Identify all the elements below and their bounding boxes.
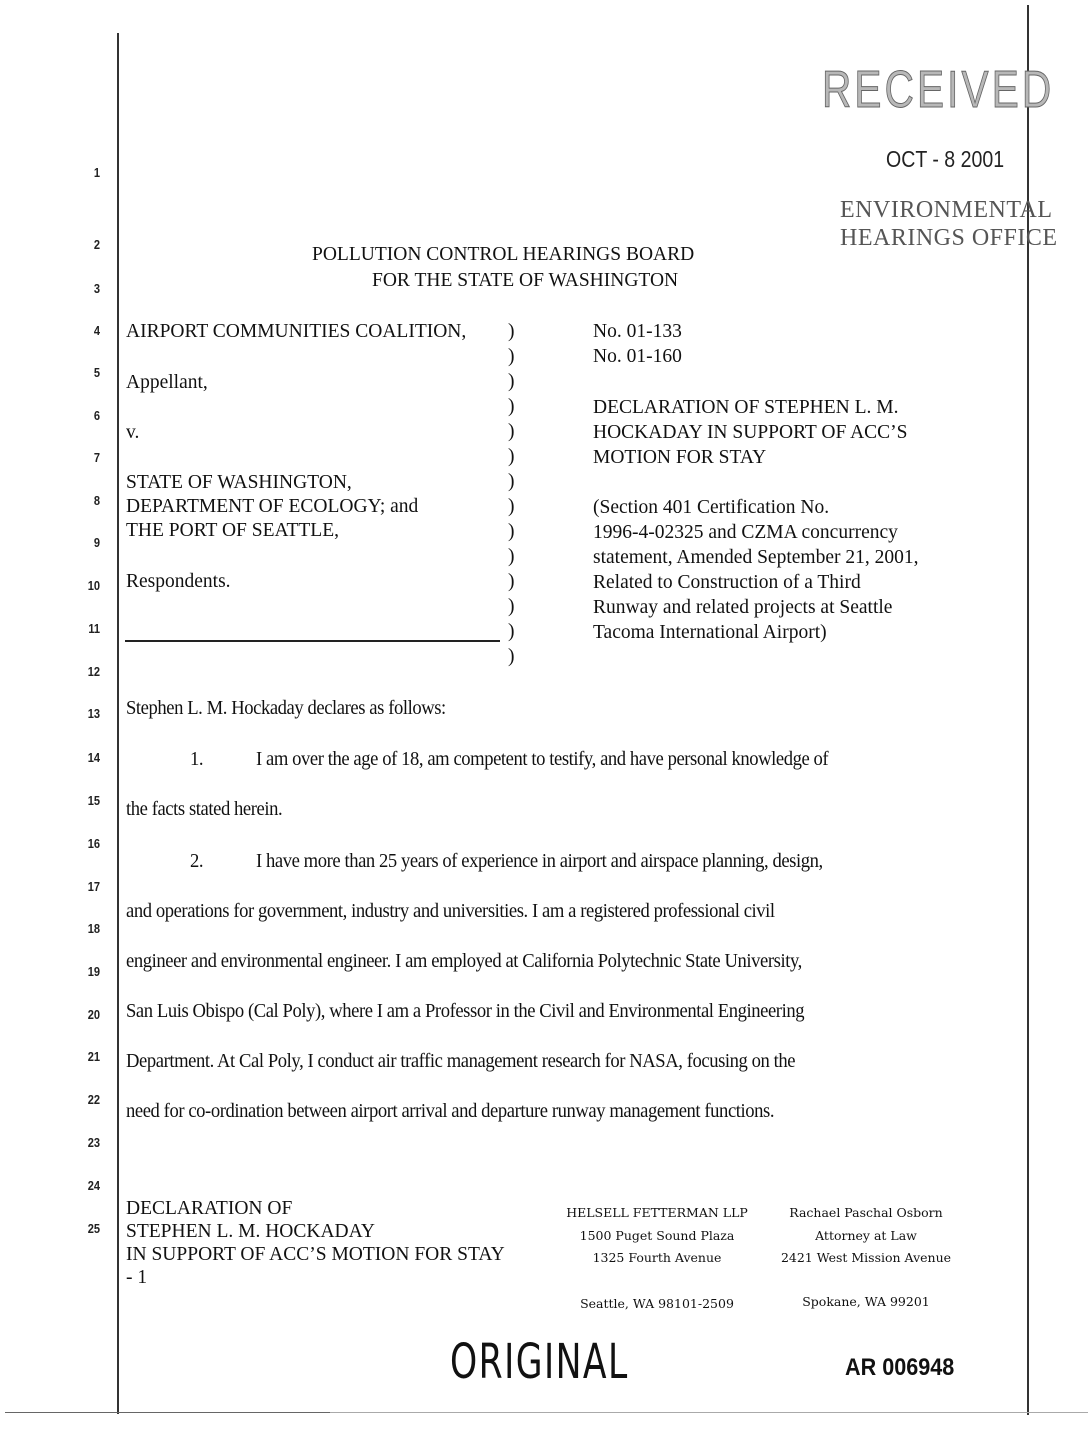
line-number: 11	[88, 621, 100, 636]
firm-address: Attorney at Law	[815, 1228, 917, 1243]
line-number: 12	[87, 664, 100, 679]
paragraph-2-line: and operations for government, industry and universities. I am a registered professional civil	[126, 900, 775, 922]
line-number: 25	[87, 1221, 100, 1236]
paragraph-1-line: I am over the age of 18, am competent to testify, and have personal knowledge of	[256, 748, 829, 770]
certification-detail-line: (Section 401 Certification No.	[593, 497, 830, 518]
appellant-label: Appellant,	[126, 372, 208, 393]
paren: )	[508, 496, 515, 517]
received-stamp-office-line1: ENVIRONMENTAL	[840, 197, 1053, 223]
firm-city: Seattle, WA 98101-2509	[580, 1296, 734, 1311]
declaration-title-line: DECLARATION OF STEPHEN L. M.	[593, 397, 899, 418]
firm-address: 1500 Puget Sound Plaza	[579, 1228, 735, 1243]
certification-detail-line: 1996-4-02325 and CZMA concurrency	[593, 522, 898, 543]
line-number: 2	[93, 237, 100, 252]
original-stamp: ORIGINAL	[450, 1334, 629, 1390]
paren: )	[508, 521, 515, 542]
certification-detail-line: Runway and related projects at Seattle	[593, 597, 893, 618]
paragraph-number: 2.	[190, 850, 204, 872]
paragraph-2-line: need for co-ordination between airport arrival and departure runway management functions.	[126, 1100, 775, 1122]
declaration-title-line: MOTION FOR STAY	[593, 447, 767, 468]
paren: )	[508, 346, 515, 367]
respondent-label: Respondents.	[126, 571, 231, 592]
received-stamp-text: RECEIVED	[822, 61, 1055, 119]
footer-doc-title-line: STEPHEN L. M. HOCKADAY	[126, 1221, 376, 1242]
paren: )	[508, 471, 515, 492]
paragraph-1-line: the facts stated herein.	[126, 798, 283, 820]
firm-address: 2421 West Mission Avenue	[780, 1250, 952, 1265]
line-number: 8	[93, 493, 100, 508]
paragraph-number: 1.	[190, 748, 204, 770]
line-number: 22	[87, 1092, 100, 1107]
versus: v.	[126, 422, 140, 443]
appellant-name: AIRPORT COMMUNITIES COALITION,	[126, 321, 467, 342]
paren: )	[508, 646, 515, 667]
paren: )	[508, 596, 515, 617]
firm-name: Rachael Paschal Osborn	[789, 1205, 943, 1220]
line-number: 24	[87, 1178, 100, 1193]
footer-doc-title-line: DECLARATION OF	[126, 1198, 293, 1219]
respondent-line: THE PORT OF SEATTLE,	[126, 520, 339, 541]
footer-page-number: - 1	[126, 1267, 148, 1288]
firm-name: HELSELL FETTERMAN LLP	[566, 1205, 748, 1220]
line-number: 20	[87, 1007, 100, 1022]
firm-city: Spokane, WA 99201	[802, 1294, 930, 1309]
line-number: 6	[93, 408, 100, 423]
firm-address: 1325 Fourth Avenue	[592, 1250, 722, 1265]
received-stamp-date: OCT - 8 2001	[886, 146, 1005, 172]
received-stamp-office-line2: HEARINGS OFFICE	[840, 225, 1058, 251]
line-number: 5	[93, 365, 100, 380]
line-number: 15	[87, 793, 100, 808]
bates-number: AR 006948	[845, 1354, 955, 1381]
certification-detail-line: statement, Amended September 21, 2001,	[593, 547, 919, 568]
line-number: 18	[87, 921, 100, 936]
paren: )	[508, 371, 515, 392]
certification-detail-line: Related to Construction of a Third	[593, 572, 861, 593]
paren: )	[508, 321, 515, 342]
paragraph-2-line: I have more than 25 years of experience in airport and airspace planning, design,	[256, 850, 823, 872]
paren: )	[508, 546, 515, 567]
line-number: 10	[87, 578, 100, 593]
line-number: 3	[93, 281, 100, 296]
paren: )	[508, 421, 515, 442]
line-number: 9	[93, 535, 100, 550]
case-number: No. 01-160	[593, 346, 682, 367]
paragraph-2-line: Department. At Cal Poly, I conduct air traffic management research for NASA, focusing on the	[126, 1050, 796, 1072]
case-number: No. 01-133	[593, 321, 682, 342]
footer-doc-title-line: IN SUPPORT OF ACC’S MOTION FOR STAY	[126, 1244, 505, 1265]
line-number: 19	[87, 964, 100, 979]
heading-line2: FOR THE STATE OF WASHINGTON	[372, 270, 679, 291]
paren: )	[508, 571, 515, 592]
respondent-line: STATE OF WASHINGTON,	[126, 472, 352, 493]
certification-detail-line: Tacoma International Airport)	[593, 622, 827, 643]
line-number: 21	[87, 1049, 100, 1064]
line-number: 13	[87, 706, 100, 721]
line-number: 4	[93, 323, 100, 338]
bottom-rule-faint	[330, 1412, 1088, 1413]
line-number: 23	[87, 1135, 100, 1150]
line-number: 7	[93, 450, 100, 465]
left-margin-rule	[117, 33, 119, 1414]
heading-line1: POLLUTION CONTROL HEARINGS BOARD	[312, 244, 695, 265]
line-number: 16	[87, 836, 100, 851]
line-number: 1	[93, 165, 100, 180]
declaration-title-line: HOCKADAY IN SUPPORT OF ACC’S	[593, 422, 908, 443]
paragraph-2-line: San Luis Obispo (Cal Poly), where I am a Professor in the Civil and Environmental Engineering	[126, 1000, 805, 1022]
intro-sentence: Stephen L. M. Hockaday declares as follows:	[126, 697, 446, 719]
bottom-rule	[5, 1412, 335, 1413]
paren: )	[508, 446, 515, 467]
paragraph-2-line: engineer and environmental engineer. I am employed at California Polytechnic State University,	[126, 950, 802, 972]
line-number: 14	[87, 750, 100, 765]
line-number: 17	[87, 879, 100, 894]
respondent-line: DEPARTMENT OF ECOLOGY; and	[126, 496, 419, 517]
paren: )	[508, 621, 515, 642]
caption-underline	[125, 640, 500, 642]
paren: )	[508, 396, 515, 417]
